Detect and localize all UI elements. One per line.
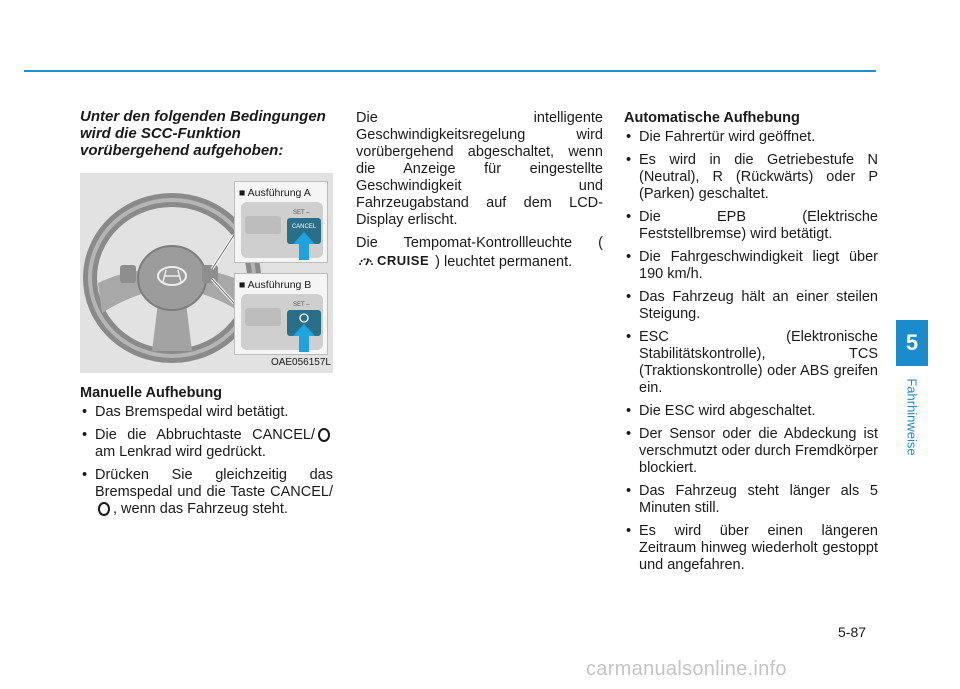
chapter-label — [896, 372, 928, 462]
variant-b-label: ■ Ausführung B — [239, 279, 312, 291]
list-item: • Der Sensor oder die Abdeckung ist verschmutzt oder durch Fremdkörper blockiert. — [624, 426, 878, 477]
list-item — [80, 404, 333, 421]
inset-variant-b — [234, 273, 328, 355]
chapter-tab: 5 — [896, 320, 928, 366]
paragraph-text: ) leuchtet permanent. — [435, 254, 573, 270]
auto-cancel-heading: Automatische Aufhebung — [624, 110, 800, 126]
figure-code: OAE056157L — [270, 357, 331, 368]
list-item: • Die ESC wird abgeschaltet. — [624, 403, 878, 420]
cancel-ring-icon — [318, 428, 330, 442]
list-item: • Das Fahrzeug steht länger als 5 Minuten still. — [624, 483, 878, 517]
manual-cancel-list — [80, 404, 333, 518]
variant-a-label: ■ Ausführung A — [239, 187, 311, 199]
auto-cancel-list — [624, 129, 878, 574]
variant-a-set-text: SET – — [293, 210, 310, 216]
list-item: • Die EPB (Elektrische Feststellbremse) wird betätigt. — [624, 209, 878, 243]
list-item: • Die Fahrertür wird geöffnet. — [624, 129, 878, 146]
paragraph — [356, 235, 603, 271]
list-item: • Es wird über einen längeren Zeitraum hinweg wiederholt gestoppt und angefahren. — [624, 523, 878, 574]
section-heading: Unter den folgenden Bedingungen wird die SCC-Funktion vorübergehend aufgehoben: — [80, 108, 326, 159]
variant-a-cancel-text: CANCEL — [291, 224, 317, 230]
column-right — [624, 110, 878, 580]
column-middle — [356, 110, 603, 277]
list-item: • ESC (Elektronische Stabilitätskontrolle), TCS (Traktionskontrolle) oder ABS greifen ein. — [624, 329, 878, 397]
list-item: • Die Fahrgeschwindigkeit liegt über 190 km/h. — [624, 249, 878, 283]
list-item-text: , wenn das Fahrzeug steht. — [113, 501, 288, 517]
paragraph: Die intelligente Geschwindigkeitsregelung wird vorübergehend abgeschaltet, wenn die Anzeige für eingestellte Geschwindigkeit und Fahrzeugabstand auf dem LCD-Display erlischt. — [356, 110, 603, 228]
column-left — [80, 108, 333, 524]
list-item — [80, 427, 333, 461]
list-item: • Das Fahrzeug hält an einer steilen Steigung. — [624, 289, 878, 323]
header-rule — [24, 70, 876, 72]
list-item: • Es wird in die Getriebestufe N (Neutral), R (Rückwärts) oder P (Parken) geschaltet. — [624, 152, 878, 203]
list-item — [80, 467, 333, 518]
manual-cancel-heading: Manuelle Aufhebung — [80, 385, 223, 401]
page-number: 5-87 — [838, 624, 867, 640]
cruise-indicator — [358, 252, 429, 269]
list-item-text: Drücken Sie gleichzeitig das Bremspedal und die Taste CANCEL/ — [95, 467, 333, 500]
list-item-text: Das Bremspedal wird betätigt. — [95, 404, 289, 420]
variant-b-set-text: SET – — [293, 302, 310, 308]
watermark: carmanualsonline.info — [586, 658, 787, 680]
inset-variant-a — [234, 181, 328, 263]
paragraph-text: Die Tempomat-Kontrollleuchte ( — [356, 235, 603, 251]
chapter-label-text: Fahrhinweise — [904, 378, 920, 456]
steering-wheel-figure — [80, 173, 333, 373]
cancel-ring-icon — [98, 502, 110, 516]
cruise-text: CRUISE — [377, 253, 430, 268]
list-item-text: Die die Abbruchtaste CANCEL/ — [95, 427, 315, 443]
speedometer-icon — [358, 254, 374, 267]
list-item-text: am Lenkrad wird gedrückt. — [95, 444, 266, 460]
